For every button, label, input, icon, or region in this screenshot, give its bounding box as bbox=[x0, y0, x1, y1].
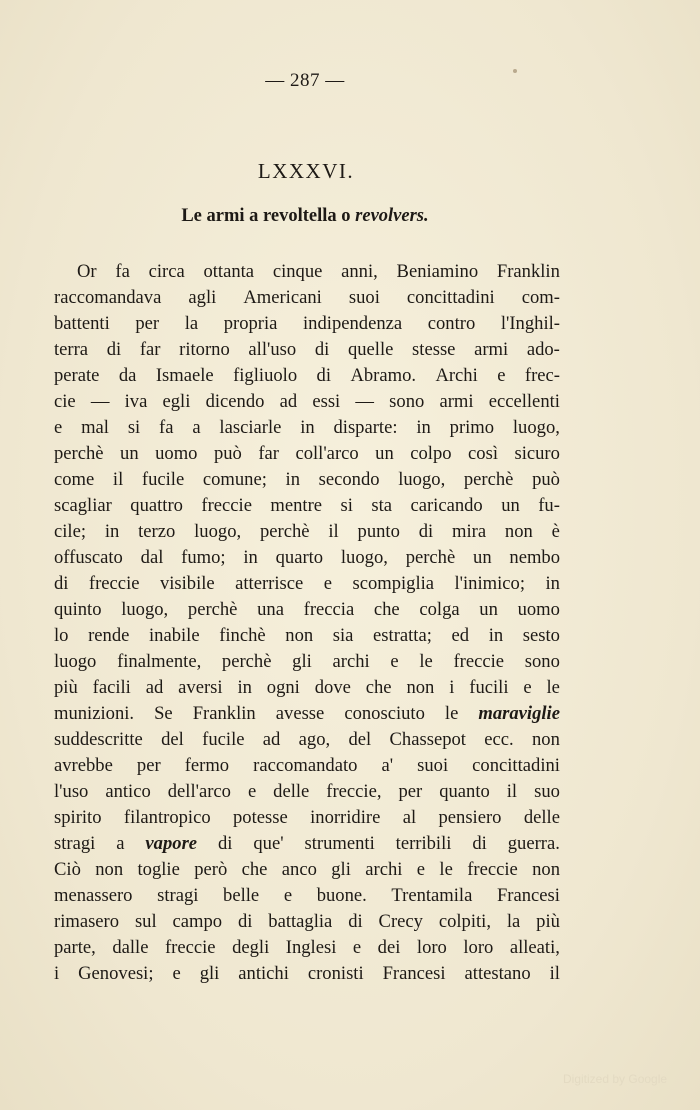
word: può bbox=[532, 469, 560, 490]
word: gli bbox=[292, 651, 312, 672]
word: stragi bbox=[54, 833, 96, 854]
word: di bbox=[106, 339, 122, 360]
word: toglie bbox=[137, 859, 180, 880]
word: eccellenti bbox=[488, 391, 560, 412]
word: Se bbox=[154, 703, 173, 724]
word: freccie, bbox=[326, 781, 382, 802]
word: sono bbox=[524, 651, 560, 672]
word: di bbox=[472, 833, 487, 854]
word: scompiglia bbox=[352, 573, 435, 594]
word: e bbox=[247, 781, 257, 802]
word: gli bbox=[331, 859, 351, 880]
word: disparte: bbox=[333, 417, 398, 438]
word: finchè bbox=[219, 625, 266, 646]
word: freccie bbox=[453, 651, 505, 672]
word: dei bbox=[377, 937, 401, 958]
word: gli bbox=[199, 963, 220, 984]
word: colga bbox=[419, 599, 460, 620]
word: e bbox=[283, 885, 293, 906]
word: caricando bbox=[410, 495, 483, 516]
word: perchè bbox=[54, 443, 104, 464]
word: di bbox=[348, 911, 363, 932]
word: egli bbox=[162, 391, 191, 412]
word: perchè bbox=[405, 547, 456, 568]
word: archi bbox=[332, 651, 370, 672]
word: cinque bbox=[272, 261, 323, 282]
word: terra bbox=[54, 339, 89, 360]
text-line bbox=[54, 831, 560, 857]
word: menassero bbox=[54, 885, 133, 906]
word: potesse bbox=[233, 807, 288, 828]
word: inorridire bbox=[310, 807, 381, 828]
word: luogo, bbox=[194, 521, 242, 542]
text-line bbox=[54, 311, 560, 337]
word: battaglia bbox=[268, 911, 333, 932]
word: stesse bbox=[412, 339, 456, 360]
word: suddescritte bbox=[54, 729, 143, 750]
word: un bbox=[479, 599, 498, 620]
word: visibile bbox=[159, 573, 215, 594]
word: che bbox=[241, 859, 268, 880]
word: mentre bbox=[270, 495, 323, 516]
word: terzo bbox=[138, 521, 176, 542]
word: in bbox=[243, 547, 258, 568]
text-line bbox=[54, 857, 560, 883]
word: non bbox=[95, 859, 124, 880]
word: atterrisce bbox=[235, 573, 304, 594]
word: può bbox=[213, 443, 242, 464]
word: inabile bbox=[148, 625, 200, 646]
word: filantropico bbox=[123, 807, 211, 828]
word: luogo, bbox=[398, 469, 446, 490]
word: conosciuto bbox=[344, 703, 425, 724]
word: non bbox=[285, 625, 314, 646]
word: nembo bbox=[509, 547, 560, 568]
word: avesse bbox=[275, 703, 325, 724]
word: un bbox=[375, 443, 394, 464]
word: colpiti, bbox=[438, 911, 491, 932]
word: quinto bbox=[54, 599, 102, 620]
word: delle bbox=[273, 781, 310, 802]
word: quelle bbox=[347, 339, 394, 360]
word: ottanta bbox=[203, 261, 255, 282]
word: attestano bbox=[464, 963, 531, 984]
word: belle bbox=[223, 885, 260, 906]
word: del bbox=[161, 729, 184, 750]
word: iva bbox=[124, 391, 148, 412]
word: Francesi bbox=[496, 885, 560, 906]
word: l'Inghil- bbox=[500, 313, 560, 334]
word: dalle bbox=[112, 937, 149, 958]
italic-word: vapore bbox=[145, 833, 198, 854]
text-line bbox=[54, 935, 560, 961]
word: luogo, bbox=[340, 547, 388, 568]
word: Franklin bbox=[496, 261, 560, 282]
word: dal bbox=[140, 547, 164, 568]
word: sul bbox=[134, 911, 157, 932]
word: sia bbox=[332, 625, 354, 646]
word: secondo bbox=[318, 469, 380, 490]
word: il bbox=[328, 521, 339, 542]
word: di bbox=[237, 911, 253, 932]
word: al bbox=[402, 807, 417, 828]
word: que' bbox=[253, 833, 284, 854]
text-line bbox=[54, 805, 560, 831]
word: per bbox=[135, 313, 160, 334]
text-line bbox=[54, 493, 560, 519]
word: il bbox=[549, 963, 560, 984]
word: e bbox=[416, 859, 426, 880]
word: offuscato bbox=[54, 547, 123, 568]
text-line bbox=[54, 259, 560, 285]
word: che bbox=[365, 677, 392, 698]
word: le bbox=[444, 703, 459, 724]
word: avrebbe bbox=[54, 755, 113, 776]
word: perchè bbox=[221, 651, 272, 672]
word: Americani bbox=[243, 287, 322, 308]
word: di bbox=[418, 521, 434, 542]
word: fu- bbox=[538, 495, 560, 516]
word: propria bbox=[223, 313, 278, 334]
text-line bbox=[54, 337, 560, 363]
word: un bbox=[120, 443, 139, 464]
word: di bbox=[314, 339, 330, 360]
word: non bbox=[406, 677, 435, 698]
word: Crecy bbox=[378, 911, 423, 932]
word: la bbox=[184, 313, 199, 334]
word: a' bbox=[381, 755, 394, 776]
word: cile; bbox=[54, 521, 87, 542]
word: in bbox=[488, 625, 504, 646]
word: non bbox=[504, 521, 533, 542]
word: fucile bbox=[141, 469, 185, 490]
word: Franklin bbox=[192, 703, 256, 724]
word: sicuro bbox=[514, 443, 560, 464]
text-line bbox=[54, 623, 560, 649]
word: ago, bbox=[298, 729, 331, 750]
word: buone. bbox=[316, 885, 367, 906]
word: ad bbox=[279, 391, 298, 412]
text-line bbox=[54, 467, 560, 493]
word: dove bbox=[314, 677, 351, 698]
word: estratta; bbox=[373, 625, 432, 646]
word: Ciò bbox=[54, 859, 81, 880]
word: perchè bbox=[187, 599, 238, 620]
word: terribili bbox=[395, 833, 452, 854]
chapter-title-main: Le armi a revoltella o bbox=[181, 206, 356, 226]
word: Inglesi bbox=[285, 937, 337, 958]
word: come bbox=[54, 469, 95, 490]
word: dell'arco bbox=[167, 781, 231, 802]
word: in bbox=[300, 417, 315, 438]
word: campo bbox=[172, 911, 223, 932]
word: e bbox=[523, 677, 532, 698]
word: ad bbox=[145, 677, 164, 698]
word: fucile bbox=[202, 729, 245, 750]
word: freccie bbox=[164, 937, 216, 958]
word: all'uso bbox=[248, 339, 297, 360]
word: a bbox=[192, 417, 201, 438]
word: raccomandava bbox=[54, 287, 162, 308]
text-line bbox=[54, 675, 560, 701]
word: la bbox=[506, 911, 521, 932]
text-line bbox=[54, 597, 560, 623]
word: così bbox=[468, 443, 498, 464]
word: lo bbox=[54, 625, 69, 646]
word: freccie bbox=[88, 573, 140, 594]
word: del bbox=[348, 729, 372, 750]
word: comune; bbox=[202, 469, 267, 490]
text-line bbox=[54, 909, 560, 935]
word: di bbox=[54, 573, 69, 594]
paper-speck bbox=[513, 69, 517, 73]
word: aversi bbox=[178, 677, 223, 698]
text-line bbox=[54, 727, 560, 753]
word: fucili bbox=[469, 677, 509, 698]
word: rende bbox=[88, 625, 130, 646]
word: ado- bbox=[526, 339, 560, 360]
word: il bbox=[506, 781, 518, 802]
word: mal bbox=[81, 417, 109, 438]
word: Beniamino bbox=[396, 261, 479, 282]
word: l'uso bbox=[54, 781, 89, 802]
word: Chassepot bbox=[389, 729, 466, 750]
word: alleati, bbox=[509, 937, 560, 958]
word: lasciarle bbox=[219, 417, 282, 438]
word: fa bbox=[115, 261, 130, 282]
word: degli bbox=[232, 937, 270, 958]
word: freccie bbox=[467, 859, 518, 880]
text-line bbox=[54, 415, 560, 441]
body-paragraph bbox=[54, 259, 560, 987]
word: però bbox=[194, 859, 228, 880]
text-line bbox=[54, 571, 560, 597]
word: sta bbox=[371, 495, 393, 516]
text-line bbox=[54, 363, 560, 389]
word: antichi bbox=[238, 963, 289, 984]
word: in bbox=[104, 521, 120, 542]
word: uomo bbox=[155, 443, 198, 464]
word: in bbox=[545, 573, 560, 594]
word: cronisti bbox=[307, 963, 364, 984]
word: una bbox=[257, 599, 284, 620]
word: e bbox=[390, 651, 399, 672]
word: ritorno bbox=[179, 339, 230, 360]
word: suoi bbox=[417, 755, 449, 776]
word: che bbox=[373, 599, 400, 620]
word: Abramo. bbox=[350, 365, 417, 386]
word: battenti bbox=[54, 313, 110, 334]
word: contro bbox=[427, 313, 476, 334]
word: un bbox=[473, 547, 492, 568]
word: il bbox=[112, 469, 124, 490]
word: fermo bbox=[184, 755, 230, 776]
word: più bbox=[536, 911, 560, 932]
text-line bbox=[54, 389, 560, 415]
word: ecc. bbox=[484, 729, 514, 750]
word: è bbox=[551, 521, 560, 542]
word: stragi bbox=[157, 885, 199, 906]
word: fumo; bbox=[181, 547, 226, 568]
word: — bbox=[355, 391, 374, 412]
word: sono bbox=[389, 391, 425, 412]
page-number: — 287 — bbox=[265, 70, 345, 91]
word: si bbox=[340, 495, 353, 516]
word: non bbox=[532, 859, 560, 880]
word: concittadini bbox=[472, 755, 560, 776]
word: figliuolo bbox=[233, 365, 298, 386]
word: Francesi bbox=[382, 963, 446, 984]
word: armi bbox=[439, 391, 474, 412]
word: — bbox=[90, 391, 110, 412]
word: di bbox=[316, 365, 332, 386]
word: archi bbox=[365, 859, 403, 880]
word: i bbox=[54, 963, 60, 984]
word: facili bbox=[92, 677, 131, 698]
word: antico bbox=[105, 781, 151, 802]
word: Or bbox=[77, 261, 97, 282]
word: suoi bbox=[348, 287, 380, 308]
word: primo bbox=[449, 417, 495, 438]
word: agli bbox=[188, 287, 217, 308]
word: un bbox=[501, 495, 520, 516]
word: le bbox=[439, 859, 453, 880]
text-line bbox=[54, 441, 560, 467]
word: luogo, bbox=[512, 417, 560, 438]
word: loro bbox=[416, 937, 447, 958]
word: uomo bbox=[517, 599, 560, 620]
word: essi bbox=[312, 391, 341, 412]
word: mira bbox=[452, 521, 487, 542]
word: le bbox=[546, 677, 560, 698]
word: perchè bbox=[463, 469, 514, 490]
word: quarto bbox=[275, 547, 324, 568]
word: quattro bbox=[130, 495, 183, 516]
chapter-number: LXXXVI. bbox=[257, 159, 355, 183]
chapter-title-italic: revolvers. bbox=[355, 206, 429, 226]
word: dicendo bbox=[205, 391, 265, 412]
word: spirito bbox=[54, 807, 102, 828]
word: cie bbox=[54, 391, 76, 412]
word: pensiero bbox=[438, 807, 502, 828]
word: suo bbox=[534, 781, 560, 802]
text-line bbox=[54, 961, 560, 987]
word: per bbox=[136, 755, 161, 776]
word: fa bbox=[159, 417, 174, 438]
word: luogo, bbox=[121, 599, 169, 620]
italic-word: maraviglie bbox=[478, 703, 560, 724]
word: in bbox=[285, 469, 300, 490]
text-line bbox=[54, 649, 560, 675]
word: non bbox=[532, 729, 560, 750]
text-line bbox=[54, 779, 560, 805]
word: da bbox=[118, 365, 137, 386]
word: in bbox=[416, 417, 431, 438]
word: armi bbox=[474, 339, 509, 360]
word: colpo bbox=[410, 443, 452, 464]
word: a bbox=[116, 833, 125, 854]
word: quanto bbox=[439, 781, 490, 802]
digitization-watermark: Digitized by Google bbox=[563, 1072, 668, 1086]
word: far bbox=[258, 443, 279, 464]
word: le bbox=[419, 651, 433, 672]
word: anco bbox=[281, 859, 317, 880]
word: freccie bbox=[201, 495, 252, 516]
word: sesto bbox=[522, 625, 560, 646]
word: loro bbox=[463, 937, 494, 958]
word: i bbox=[449, 677, 455, 698]
word: perate bbox=[54, 365, 100, 386]
word: l'inimico; bbox=[454, 573, 525, 594]
word: e bbox=[497, 365, 506, 386]
word: di bbox=[217, 833, 233, 854]
word: com- bbox=[521, 287, 560, 308]
word: più bbox=[54, 677, 78, 698]
text-line bbox=[54, 701, 560, 727]
text-line bbox=[54, 519, 560, 545]
word: strumenti bbox=[304, 833, 375, 854]
word: circa bbox=[148, 261, 185, 282]
word: frec- bbox=[524, 365, 560, 386]
chapter-title bbox=[0, 206, 610, 227]
word: finalmente, bbox=[117, 651, 202, 672]
word: scagliar bbox=[54, 495, 112, 516]
word: guerra. bbox=[507, 833, 560, 854]
text-line bbox=[54, 545, 560, 571]
word: freccia bbox=[303, 599, 355, 620]
word: ad bbox=[262, 729, 281, 750]
word: perchè bbox=[259, 521, 310, 542]
word: far bbox=[139, 339, 161, 360]
word: Genovesi; bbox=[78, 963, 154, 984]
word: si bbox=[127, 417, 141, 438]
text-line bbox=[54, 285, 560, 311]
word: Trentamila bbox=[391, 885, 473, 906]
word: per bbox=[398, 781, 423, 802]
word: parte, bbox=[54, 937, 96, 958]
word: in bbox=[237, 677, 252, 698]
word: indipendenza bbox=[303, 313, 403, 334]
word: e bbox=[172, 963, 181, 984]
word: punto bbox=[357, 521, 400, 542]
word: Archi bbox=[435, 365, 478, 386]
word: coll'arco bbox=[295, 443, 359, 464]
word: munizioni. bbox=[54, 703, 135, 724]
word: e bbox=[352, 937, 362, 958]
word: e bbox=[323, 573, 332, 594]
word: delle bbox=[523, 807, 560, 828]
word: concittadini bbox=[406, 287, 495, 308]
word: ed bbox=[451, 625, 470, 646]
word: anni, bbox=[341, 261, 378, 282]
word: luogo bbox=[54, 651, 97, 672]
word: Ismaele bbox=[155, 365, 214, 386]
word: raccomandato bbox=[253, 755, 358, 776]
text-line bbox=[54, 883, 560, 909]
text-line bbox=[54, 753, 560, 779]
word: e bbox=[54, 417, 63, 438]
word: rimasero bbox=[54, 911, 120, 932]
word: ogni bbox=[266, 677, 300, 698]
